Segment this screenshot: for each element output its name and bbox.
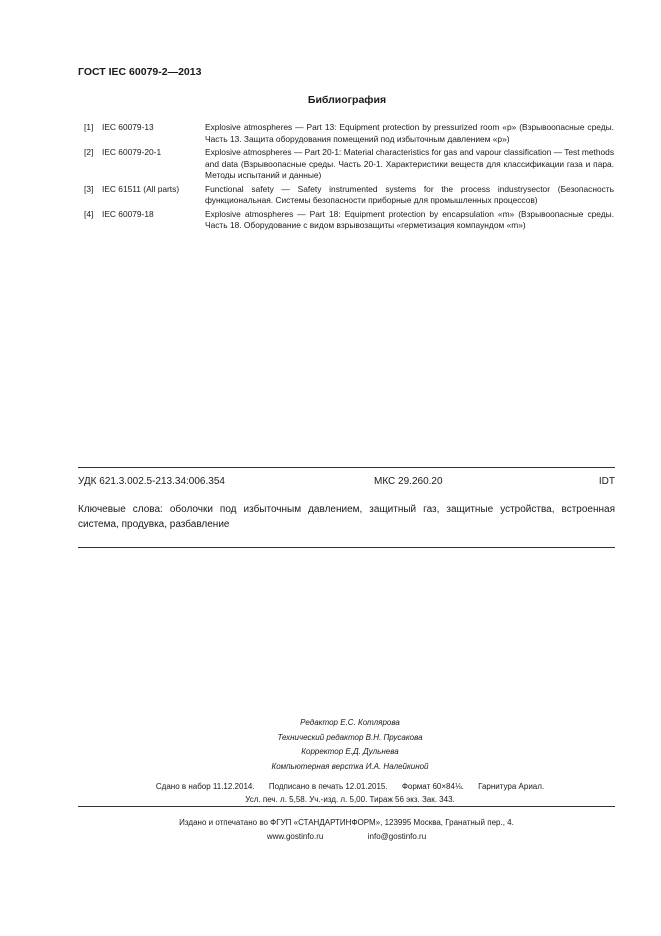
publisher-website: www.gostinfo.ru [266, 832, 324, 841]
credit-role: Компьютерная верстка [271, 761, 364, 771]
credit-name: В.Н. Прусакова [365, 732, 423, 742]
publisher-block [78, 816, 615, 844]
imprint-line [110, 793, 590, 806]
entry-code: IEC 60079-13 [102, 122, 154, 132]
divider [78, 547, 615, 548]
idt-marker: IDT [598, 476, 615, 487]
entry-number: [2] [84, 147, 94, 157]
imprint-block [110, 780, 590, 806]
credit-name: Е.С. Котлярова [340, 718, 400, 727]
imprint-pub-sheets: Уч.-изд. л. 5,00. [309, 795, 368, 804]
imprint-order: Зак. 343. [421, 795, 455, 804]
bibliography-list [84, 122, 614, 234]
bibliography-entry [84, 147, 614, 182]
entry-number: [1] [84, 122, 94, 132]
bibliography-entry [84, 184, 614, 207]
credit-line [200, 731, 500, 746]
credit-line [200, 760, 500, 775]
credit-name: Е.Д. Дульнева [345, 747, 399, 756]
entry-code: IEC 60079-18 [102, 208, 154, 219]
imprint-print-sheets: Усл. печ. л. 5,58. [245, 795, 307, 804]
entry-number: [3] [84, 183, 94, 194]
imprint-font: Гарнитура Ариал. [478, 782, 545, 791]
imprint-format: Формат 60×84⅛. [401, 782, 464, 791]
bibliography-entry [84, 209, 614, 232]
document-header: ГОСТ IEC 60079-2—2013 [78, 66, 202, 78]
keywords: Ключевые слова: оболочки под избыточным давлением, защитный газ, защитные устройства, встроенная система, продувка, разбавление [78, 504, 615, 530]
credit-role: Корректор [301, 747, 344, 756]
publisher-contacts [78, 830, 615, 844]
imprint-sent: Сдано в набор 11.12.2014. [155, 782, 255, 791]
entry-code: IEC 60079-20-1 [102, 147, 162, 157]
entry-number: [4] [84, 208, 94, 219]
credit-name: И.А. Налейкиной [365, 761, 429, 771]
imprint-run: Тираж 56 экз. [369, 795, 420, 804]
credit-role: Редактор [300, 718, 338, 727]
entry-text: Explosive atmospheres — Part 20-1: Material characteristics for gas and vapour classification — Test methods and data (Взрывоопасные среды. Часть 20-1. Характеристики веществ для классификации газа и пара. Методы испытаний и данные) [205, 147, 615, 180]
divider [78, 467, 615, 468]
publisher-line: Издано и отпечатано во ФГУП «СТАНДАРТИНФОРМ», 123995 Москва, Гранатный пер., 4. [179, 818, 514, 827]
entry-code: IEC 61511 (All parts) [102, 183, 180, 194]
imprint-signed: Подписано в печать 12.01.2015. [268, 782, 388, 791]
section-title: Библиография [307, 94, 387, 106]
mks-code: МКС 29.260.20 [374, 476, 443, 487]
credit-role: Технический редактор [277, 732, 364, 742]
bibliography-entry [84, 122, 614, 145]
entry-text: Explosive atmospheres — Part 18: Equipment protection by encapsulation «m» (Взрывоопасные среды. Часть 18. Оборудование с видом взрывозащиты «герметизация компаундом «m») [205, 208, 614, 230]
entry-text: Explosive atmospheres — Part 13: Equipment protection by pressurized room «p» (Взрывоопасные среды. Часть 13. Защита оборудования помещений под избыточным давлением «p») [205, 122, 614, 144]
udk-code: УДК 621.3.002.5-213.34:006.354 [78, 476, 225, 487]
publisher-email: info@gostinfo.ru [367, 832, 427, 841]
credits-block [200, 716, 500, 774]
imprint-line [110, 780, 590, 793]
credit-line [200, 745, 500, 760]
divider [78, 806, 615, 807]
entry-text: Functional safety — Safety instrumented systems for the process industrysector (Безопасность функциональная. Системы безопасности приборные для промышленных процессов) [205, 183, 614, 205]
credit-line [200, 716, 500, 731]
